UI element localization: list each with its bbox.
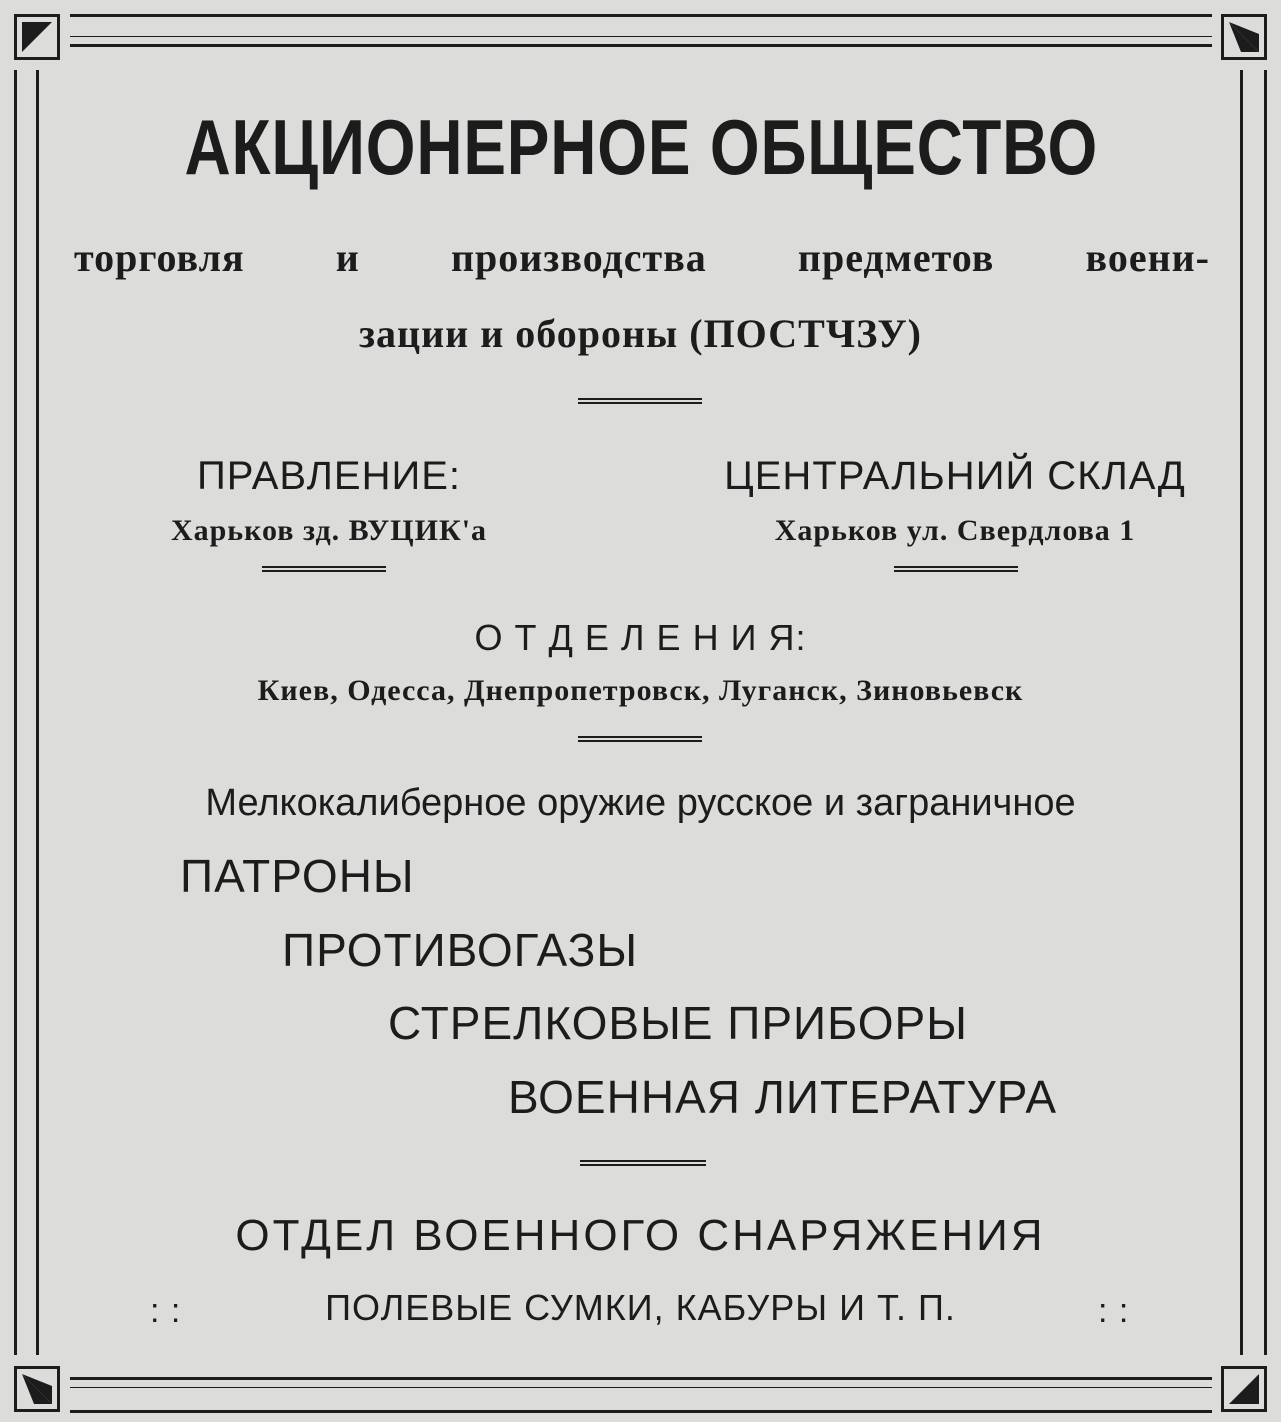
warehouse-address: Харьков ул. Свердлова 1: [774, 514, 1136, 547]
frame-right-inner: [1240, 70, 1243, 1355]
divider-1: [578, 398, 702, 404]
frame-bottom-outer: [70, 1410, 1212, 1413]
frame-right-outer: [1264, 70, 1267, 1355]
equipment-ornament-right: : :: [1098, 1292, 1130, 1330]
divider-3: [580, 1160, 706, 1166]
product-item-2: ПРОТИВОГАЗЫ: [282, 924, 639, 976]
ad-subtitle-line2: зации и обороны (ПОСТЧЗУ): [358, 311, 922, 356]
divider-board: [262, 566, 386, 572]
equipment-heading: ОТДЕЛ ВОЕННОГО СНАРЯЖЕНИЯ: [235, 1211, 1046, 1260]
frame-left-inner: [36, 70, 39, 1355]
board-address: Харьков зд. ВУЦИК'а: [170, 514, 488, 547]
products-intro: Мелкокалиберное оружие русское и заграничное: [205, 782, 1076, 824]
corner-bottom-right-icon: [1221, 1366, 1267, 1412]
divider-2: [578, 736, 702, 742]
equipment-ornament-left: : :: [150, 1292, 182, 1330]
corner-bottom-left-icon: [14, 1366, 60, 1412]
corner-top-right-icon: [1221, 14, 1267, 60]
product-item-4: ВОЕННАЯ ЛИТЕРАТУРА: [508, 1071, 1058, 1123]
ad-subtitle-line1: торговля и производства предметов воени-: [74, 235, 1210, 280]
frame-top-thin: [70, 36, 1212, 37]
frame-top-inner: [70, 44, 1212, 47]
product-item-1: ПАТРОНЫ: [180, 850, 415, 902]
divider-warehouse: [894, 566, 1018, 572]
corner-top-left-icon: [14, 14, 60, 60]
board-heading: ПРАВЛЕНИЕ:: [196, 454, 462, 498]
product-item-3: СТРЕЛКОВЫЕ ПРИБОРЫ: [388, 997, 968, 1049]
frame-bottom-inner: [70, 1377, 1212, 1380]
ad-title: АКЦИОНЕРНОЕ ОБЩЕСТВО: [184, 103, 1099, 191]
frame-left-outer: [14, 70, 17, 1355]
frame-bottom-thin: [70, 1387, 1212, 1388]
frame-top-outer: [70, 14, 1212, 17]
branches-heading: О Т Д Е Л Е Н И Я:: [474, 617, 807, 658]
equipment-details: ПОЛЕВЫЕ СУМКИ, КАБУРЫ И Т. П.: [325, 1287, 956, 1328]
warehouse-heading: ЦЕНТРАЛЬНИЙ СКЛАД: [724, 454, 1186, 498]
branches-list: Киев, Одесса, Днепропетровск, Луганск, Зиновьевск: [257, 674, 1024, 707]
